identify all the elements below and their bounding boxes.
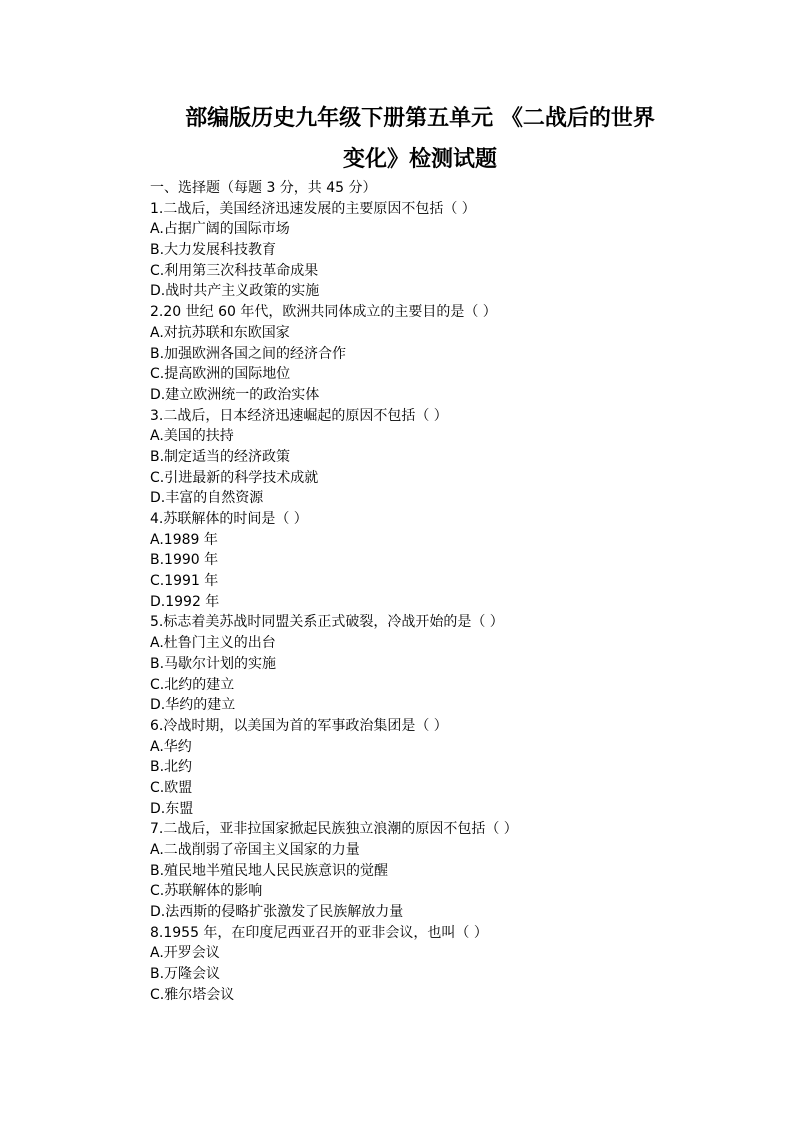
- option-c: C.北约的建立: [150, 676, 235, 693]
- option-b: B.1990 年: [150, 552, 219, 569]
- option-c: C.利用第三次科技革命成果: [150, 262, 319, 279]
- question-8: [150, 923, 670, 1006]
- question-1: [150, 199, 670, 302]
- question-5: [150, 612, 670, 715]
- option-b: B.北约: [150, 759, 193, 776]
- option-a: A.占据广阔的国际市场: [150, 221, 290, 238]
- question-stem: 5.标志着美苏战时同盟关系正式破裂，冷战开始的是（ ）: [150, 614, 504, 631]
- question-stem: 8.1955 年，在印度尼西亚召开的亚非会议，也叫（ ）: [150, 924, 488, 941]
- option-a: A.对抗苏联和东欧国家: [150, 324, 290, 341]
- question-2: [150, 302, 670, 405]
- option-a: A.开罗会议: [150, 945, 220, 962]
- option-c: C.1991 年: [150, 573, 219, 590]
- document-body: [150, 178, 670, 1006]
- question-7: [150, 819, 670, 922]
- question-stem: 7.二战后，亚非拉国家掀起民族独立浪潮的原因不包括（ ）: [150, 821, 518, 838]
- option-b: B.加强欧洲各国之间的经济合作: [150, 345, 347, 362]
- option-b: B.大力发展科技教育: [150, 242, 277, 259]
- option-b: B.殖民地半殖民地人民民族意识的觉醒: [150, 862, 389, 879]
- option-d: D.法西斯的侵略扩张激发了民族解放力量: [150, 904, 404, 921]
- option-a: A.华约: [150, 738, 192, 755]
- option-c: C.欧盟: [150, 779, 193, 796]
- option-b: B.制定适当的经济政策: [150, 448, 291, 465]
- question-stem: 3.二战后，日本经济迅速崛起的原因不包括（ ）: [150, 407, 448, 424]
- question-stem: 4.苏联解体的时间是（ ）: [150, 511, 308, 527]
- question-stem: 1.二战后，美国经济迅速发展的主要原因不包括（ ）: [150, 200, 476, 217]
- option-c: C.引进最新的科学技术成就: [150, 469, 319, 486]
- question-3: [150, 406, 670, 509]
- option-b: B.马歇尔计划的实施: [150, 655, 277, 672]
- option-a: A.杜鲁门主义的出台: [150, 635, 276, 652]
- option-d: D.华约的建立: [150, 697, 236, 714]
- option-d: D.战时共产主义政策的实施: [150, 283, 320, 300]
- question-4: [150, 509, 670, 612]
- option-b: B.万隆会议: [150, 966, 221, 983]
- option-d: D.1992 年: [150, 593, 220, 610]
- document-title-line-1: 部编版历史九年级下册第五单元 《二战后的世界: [185, 105, 655, 131]
- option-a: A.二战削弱了帝国主义国家的力量: [150, 842, 360, 858]
- question-stem: 2.20 世纪 60 年代，欧洲共同体成立的主要目的是（ ）: [150, 304, 497, 321]
- option-d: D.东盟: [150, 800, 194, 817]
- option-a: A.1989 年: [150, 531, 218, 548]
- option-c: C.雅尔塔会议: [150, 986, 235, 1003]
- option-c: C.提高欧洲的国际地位: [150, 366, 291, 383]
- option-a: A.美国的扶持: [150, 428, 234, 445]
- option-d: D.建立欧洲统一的政治实体: [150, 386, 320, 403]
- document-title-line-2: 变化》检测试题: [342, 146, 497, 172]
- option-d: D.丰富的自然资源: [150, 490, 264, 507]
- question-6: [150, 716, 670, 819]
- section-heading: 一、选择题（每题 3 分，共 45 分）: [150, 180, 377, 196]
- option-c: C.苏联解体的影响: [150, 883, 263, 900]
- question-stem: 6.冷战时期，以美国为首的军事政治集团是（ ）: [150, 717, 448, 734]
